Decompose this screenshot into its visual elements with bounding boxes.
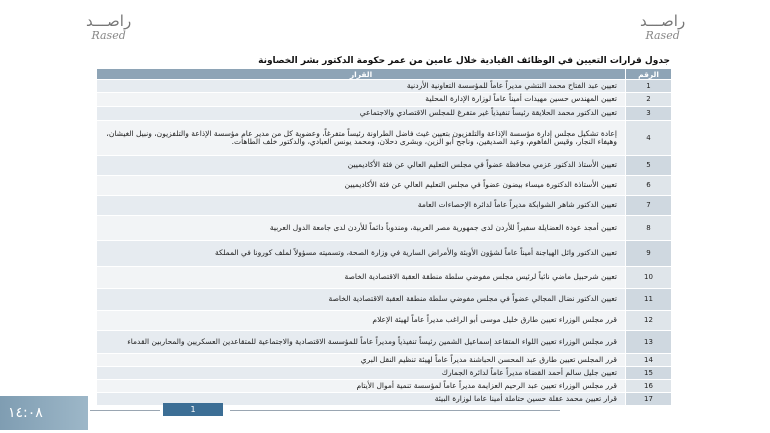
row-text: تعيين أمجد عودة العضايلة سفيراً للأردن لدى جمهورية مصر العربية، ومندوباً دائماً للأردن لدى جامعة الدول العربية bbox=[97, 216, 626, 241]
time-label: ١٤:٠٨ bbox=[0, 396, 88, 430]
decisions-table bbox=[96, 68, 672, 406]
table-row bbox=[97, 216, 672, 241]
row-number: 17 bbox=[626, 393, 672, 406]
header-decision: القرار bbox=[97, 69, 626, 80]
row-text: إعادة تشكيل مجلس إدارة مؤسسة الإذاعة والتلفزيون بتعيين غيث فاضل الطراونة رئيساً متفرغاً، وعضوية كل من مدير عام مؤسسة الإذاعة والتلفزيون، ونبيل الغيشان، وهيفاء النجار، وقيس الفاهوم، وعيد الصديقين، وناجح أبو الزين، وبشرى دحلان، ومحمد يونس العبادي، والدكتور خلف الطاهات. bbox=[97, 121, 626, 156]
row-text: تعيين الدكتور محمد الحلايقة رئيساً تنفيذياً غير متفرغ للمجلس الاقتصادي والاجتماعي bbox=[97, 107, 626, 121]
row-text: قرار تعيين محمد عقلة حسين حتاملة أمينا عاما لوزارة البيئة bbox=[97, 393, 626, 406]
logo-arabic-text: راصـــد bbox=[640, 12, 686, 30]
row-text: تعيين الأستاذة الدكتورة ميساء بيضون عضواً في مجلس التعليم العالي عن فئة الأكاديميين bbox=[97, 176, 626, 196]
row-number: 8 bbox=[626, 216, 672, 241]
row-number: 6 bbox=[626, 176, 672, 196]
table-row bbox=[97, 176, 672, 196]
table-row bbox=[97, 107, 672, 121]
rased-logo-right bbox=[640, 14, 685, 41]
row-text: تعيين الدكتور نضال المجالي عضواً في مجلس مفوضي سلطة منطقة العقبة الاقتصادية الخاصة bbox=[97, 289, 626, 311]
table-row bbox=[97, 267, 672, 289]
table-row bbox=[97, 93, 672, 107]
row-text: تعيين الدكتور وائل الهياجنة أميناً عاماً لشؤون الأوبئة والأمراض السارية في وزارة الصحة، وتسميته مسؤولاً لملف كورونا في المملكة bbox=[97, 241, 626, 267]
row-text: تعيين شرحبيل ماضي نائباً لرئيس مجلس مفوضي سلطة منطقة العقبة الاقتصادية الخاصة bbox=[97, 267, 626, 289]
table-row bbox=[97, 311, 672, 331]
footer-divider-right bbox=[230, 410, 560, 411]
row-number: 5 bbox=[626, 156, 672, 176]
logo-english-text: Rased bbox=[91, 29, 126, 42]
row-number: 16 bbox=[626, 380, 672, 393]
row-text: قرر مجلس الوزراء تعيين طارق خليل موسى أبو الراغب مديراً عاماً لهيئة الإعلام bbox=[97, 311, 626, 331]
row-number: 4 bbox=[626, 121, 672, 156]
row-number: 14 bbox=[626, 354, 672, 367]
row-text: تعيين الأستاذ الدكتور عزمي محافظة عضواً في مجلس التعليم العالي عن فئة الأكاديميين bbox=[97, 156, 626, 176]
table-row bbox=[97, 380, 672, 393]
row-text: قرر مجلس الوزراء تعيين اللواء المتقاعد إسماعيل الشمين رئيساً تنفيذياً ومديراً عاماً للمؤسسة الاقتصادية والاجتماعية للمتقاعدين العسكريين والمحاربين القدماء bbox=[97, 331, 626, 354]
table-row bbox=[97, 289, 672, 311]
table-row bbox=[97, 331, 672, 354]
table-row bbox=[97, 80, 672, 93]
row-number: 2 bbox=[626, 93, 672, 107]
table-row bbox=[97, 354, 672, 367]
document-title: جدول قرارات التعيين في الوظائف القيادية خلال عامين من عمر حكومة الدكتور بشر الخصاونة bbox=[258, 56, 670, 66]
table-header-row bbox=[97, 69, 672, 80]
row-text: تعيين عبد الفتاح محمد النتشي مديراً عاماً للمؤسسة التعاونية الأردنية bbox=[97, 80, 626, 93]
row-text: قرر المجلس تعيين طارق عبد المحسن الحباشنة مديراً عاماً لهيئة تنظيم النقل البري bbox=[97, 354, 626, 367]
table-row bbox=[97, 367, 672, 380]
row-number: 3 bbox=[626, 107, 672, 121]
row-number: 10 bbox=[626, 267, 672, 289]
row-text: تعيين جليل سالم أحمد القضاة مديراً عاماً لدائرة الجمارك bbox=[97, 367, 626, 380]
header-number: الرقم bbox=[626, 69, 672, 80]
row-text: تعيين المهندس حسين مهيدات أميناً عاماً لوزارة الإدارة المحلية bbox=[97, 93, 626, 107]
logo-arabic-text: راصـــد bbox=[86, 12, 132, 30]
row-number: 7 bbox=[626, 196, 672, 216]
row-text: قرر مجلس الوزراء تعيين عبد الرحيم العزايمة مديراً عاماً لمؤسسة تنمية أموال الأيتام bbox=[97, 380, 626, 393]
row-number: 1 bbox=[626, 80, 672, 93]
logo-english-text: Rased bbox=[645, 29, 680, 42]
table-row bbox=[97, 196, 672, 216]
table-row bbox=[97, 156, 672, 176]
footer-divider-left bbox=[90, 410, 160, 411]
row-text: تعيين الدكتور شاهر الشوابكة مديراً عاماً لدائرة الإحصاءات العامة bbox=[97, 196, 626, 216]
row-number: 11 bbox=[626, 289, 672, 311]
table-row bbox=[97, 241, 672, 267]
row-number: 15 bbox=[626, 367, 672, 380]
row-number: 9 bbox=[626, 241, 672, 267]
row-number: 13 bbox=[626, 331, 672, 354]
page-number-badge: 1 bbox=[163, 403, 223, 416]
row-number: 12 bbox=[626, 311, 672, 331]
table-row bbox=[97, 121, 672, 156]
rased-logo-left bbox=[86, 14, 131, 41]
